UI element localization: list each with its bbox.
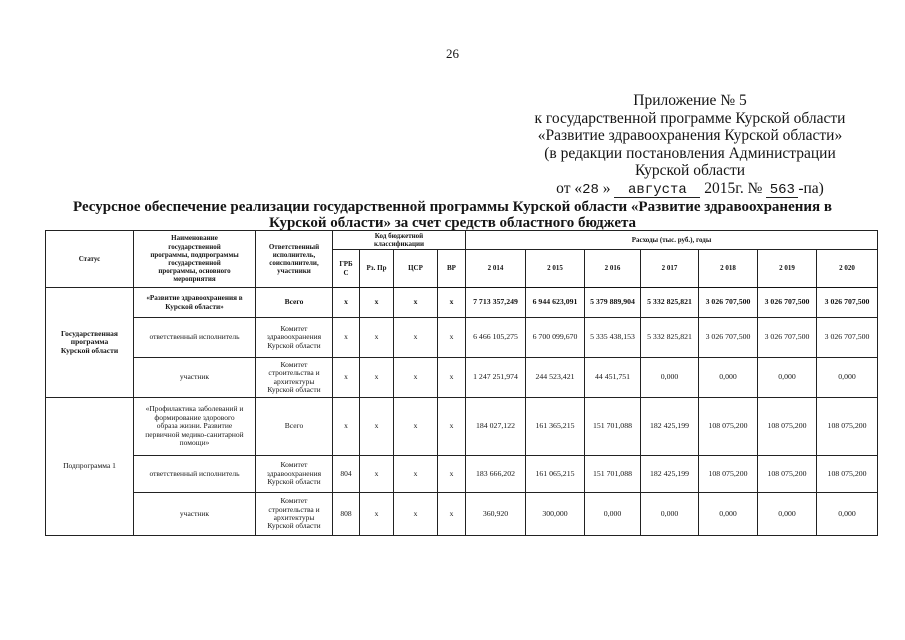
- header-year-2020: 2 020: [817, 250, 878, 288]
- executor-cell: Комитет здравоохранения Курской области: [256, 318, 333, 358]
- decree-number-field: [766, 182, 798, 198]
- executor-cell: Всего: [256, 398, 333, 456]
- rz-pr-cell: x: [360, 493, 394, 536]
- expense-2018-cell: 3 026 707,500: [699, 288, 758, 318]
- expense-2018-cell: 0,000: [699, 358, 758, 398]
- expense-2016-cell: 5 335 438,153: [585, 318, 641, 358]
- expense-2016-cell: 0,000: [585, 493, 641, 536]
- decree-number: 563: [769, 181, 795, 198]
- executor-cell: Всего: [256, 288, 333, 318]
- table-header-row: [46, 231, 878, 250]
- expense-2015-cell: 6 700 099,670: [526, 318, 585, 358]
- expense-2014-cell: 6 466 105,275: [466, 318, 526, 358]
- expense-2017-cell: 0,000: [641, 358, 699, 398]
- expense-2017-cell: 5 332 825,821: [641, 288, 699, 318]
- expense-2014-cell: 183 666,202: [466, 456, 526, 493]
- expense-2015-cell: 161 065,215: [526, 456, 585, 493]
- expense-2020-cell: 0,000: [817, 358, 878, 398]
- header-executor: Ответственный исполнитель, соисполнители, участники: [256, 231, 333, 288]
- expense-2015-cell: 300,000: [526, 493, 585, 536]
- document-title-line-2: Курской области» за счет средств областного бюджета: [268, 215, 637, 231]
- vr-cell: x: [438, 398, 466, 456]
- header-year-2018: 2 018: [699, 250, 758, 288]
- table-row: [46, 358, 878, 398]
- expense-2018-cell: 108 075,200: [699, 456, 758, 493]
- header-rz-pr: Рз. Пр: [360, 250, 394, 288]
- page-number: 26: [446, 46, 459, 61]
- date-month: августа: [628, 181, 687, 198]
- expense-2020-cell: 0,000: [817, 493, 878, 536]
- executor-cell: Комитет здравоохранения Курской области: [256, 456, 333, 493]
- header-year-2016: 2 016: [585, 250, 641, 288]
- expense-2015-cell: 244 523,421: [526, 358, 585, 398]
- expense-2019-cell: 0,000: [758, 358, 817, 398]
- appendix-title: Приложение № 5: [633, 92, 747, 109]
- grbs-cell: 808: [333, 493, 360, 536]
- header-budget-code: [333, 231, 466, 250]
- header-grbs-label: ГРБС: [339, 260, 353, 277]
- rz-pr-cell: x: [360, 456, 394, 493]
- grbs-cell: x: [333, 318, 360, 358]
- header-year-2015: 2 015: [526, 250, 585, 288]
- expense-2020-cell: 108 075,200: [817, 456, 878, 493]
- resource-table: [45, 230, 878, 536]
- program-name-cell: участник: [134, 493, 256, 536]
- vr-cell: x: [438, 358, 466, 398]
- expense-2019-cell: 108 075,200: [758, 456, 817, 493]
- expense-2016-cell: 5 379 889,904: [585, 288, 641, 318]
- vr-cell: x: [438, 318, 466, 358]
- expense-2019-cell: 3 026 707,500: [758, 318, 817, 358]
- expense-2017-cell: 0,000: [641, 493, 699, 536]
- status-label: Подпрограмма 1: [63, 461, 116, 471]
- appendix-block: [505, 92, 875, 200]
- table-row: [46, 288, 878, 318]
- status-cell: [46, 398, 134, 536]
- expense-2017-cell: 182 425,199: [641, 398, 699, 456]
- header-expenses: Расходы (тыс. руб.), годы: [466, 231, 878, 250]
- header-name: Наименование государственной программы, подпрограммы государственной программы, основного мероприятия: [134, 231, 256, 288]
- date-day: 28: [582, 181, 599, 198]
- appendix-edition-note: (в редакции постановления Администрации: [544, 144, 836, 162]
- appendix-edition-authority: Курской области: [634, 162, 746, 180]
- date-prefix: от «: [556, 179, 583, 197]
- grbs-cell: x: [333, 398, 360, 456]
- executor-cell: Комитет строительства и архитектуры Курской области: [256, 358, 333, 398]
- expense-2014-cell: 360,920: [466, 493, 526, 536]
- appendix-date-line: [505, 180, 875, 200]
- expense-2018-cell: 0,000: [699, 493, 758, 536]
- grbs-cell: x: [333, 288, 360, 318]
- expense-2016-cell: 151 701,088: [585, 456, 641, 493]
- csr-cell: x: [394, 318, 438, 358]
- header-vr: ВР: [438, 250, 466, 288]
- expense-2015-cell: 6 944 623,091: [526, 288, 585, 318]
- csr-cell: x: [394, 358, 438, 398]
- expense-2019-cell: 108 075,200: [758, 398, 817, 456]
- header-grbs: [333, 250, 360, 288]
- rz-pr-cell: x: [360, 398, 394, 456]
- expense-2018-cell: 108 075,200: [699, 398, 758, 456]
- csr-cell: x: [394, 398, 438, 456]
- status-cell: [46, 288, 134, 398]
- vr-cell: x: [438, 493, 466, 536]
- grbs-cell: x: [333, 358, 360, 398]
- vr-cell: x: [438, 288, 466, 318]
- expense-2017-cell: 182 425,199: [641, 456, 699, 493]
- program-name-cell: ответственный исполнитель: [134, 318, 256, 358]
- expense-2018-cell: 3 026 707,500: [699, 318, 758, 358]
- status-label: Государственная программа Курской области: [60, 328, 119, 355]
- expense-2019-cell: 0,000: [758, 493, 817, 536]
- date-suffix: -па): [798, 179, 824, 197]
- expense-2014-cell: 1 247 251,974: [466, 358, 526, 398]
- program-name-cell: ответственный исполнитель: [134, 456, 256, 493]
- table-row: [46, 318, 878, 358]
- document-title: [20, 199, 885, 231]
- expense-2017-cell: 5 332 825,821: [641, 318, 699, 358]
- program-name-cell: «Профилактика заболеваний и формирование здорового образа жизни. Развитие первичной медико-санитарной помощи»: [134, 398, 256, 456]
- rz-pr-cell: x: [360, 358, 394, 398]
- rz-pr-cell: x: [360, 288, 394, 318]
- expense-2019-cell: 3 026 707,500: [758, 288, 817, 318]
- program-name-cell: «Развитие здравоохранения в Курской области»: [134, 288, 256, 318]
- date-month-field: [614, 182, 700, 198]
- header-year-2017: 2 017: [641, 250, 699, 288]
- header-csr: ЦСР: [394, 250, 438, 288]
- csr-cell: x: [394, 288, 438, 318]
- table-row: [46, 398, 878, 456]
- expense-2020-cell: 3 026 707,500: [817, 288, 878, 318]
- expense-2020-cell: 3 026 707,500: [817, 318, 878, 358]
- rz-pr-cell: x: [360, 318, 394, 358]
- grbs-cell: 804: [333, 456, 360, 493]
- table-row: [46, 493, 878, 536]
- header-budget-code-label: Код бюджетной классификации: [373, 231, 425, 248]
- expense-2016-cell: 44 451,751: [585, 358, 641, 398]
- document-title-line-1: Ресурсное обеспечение реализации государственной программы Курской области «Развитие здравоохранения в: [73, 199, 832, 215]
- header-year-2014: 2 014: [466, 250, 526, 288]
- expense-2014-cell: 7 713 357,249: [466, 288, 526, 318]
- expense-2014-cell: 184 027,122: [466, 398, 526, 456]
- vr-cell: x: [438, 456, 466, 493]
- appendix-program-ref: к государственной программе Курской области: [534, 109, 846, 127]
- executor-cell: Комитет строительства и архитектуры Курской области: [256, 493, 333, 536]
- date-day-close: »: [598, 179, 611, 197]
- csr-cell: x: [394, 493, 438, 536]
- expense-2015-cell: 161 365,215: [526, 398, 585, 456]
- table-row: [46, 456, 878, 493]
- expense-2020-cell: 108 075,200: [817, 398, 878, 456]
- header-year-2019: 2 019: [758, 250, 817, 288]
- date-year: 2015г. №: [704, 179, 763, 197]
- appendix-program-name: «Развитие здравоохранения Курской области»: [537, 127, 843, 145]
- expense-2016-cell: 151 701,088: [585, 398, 641, 456]
- program-name-cell: участник: [134, 358, 256, 398]
- csr-cell: x: [394, 456, 438, 493]
- header-status: Статус: [46, 231, 134, 288]
